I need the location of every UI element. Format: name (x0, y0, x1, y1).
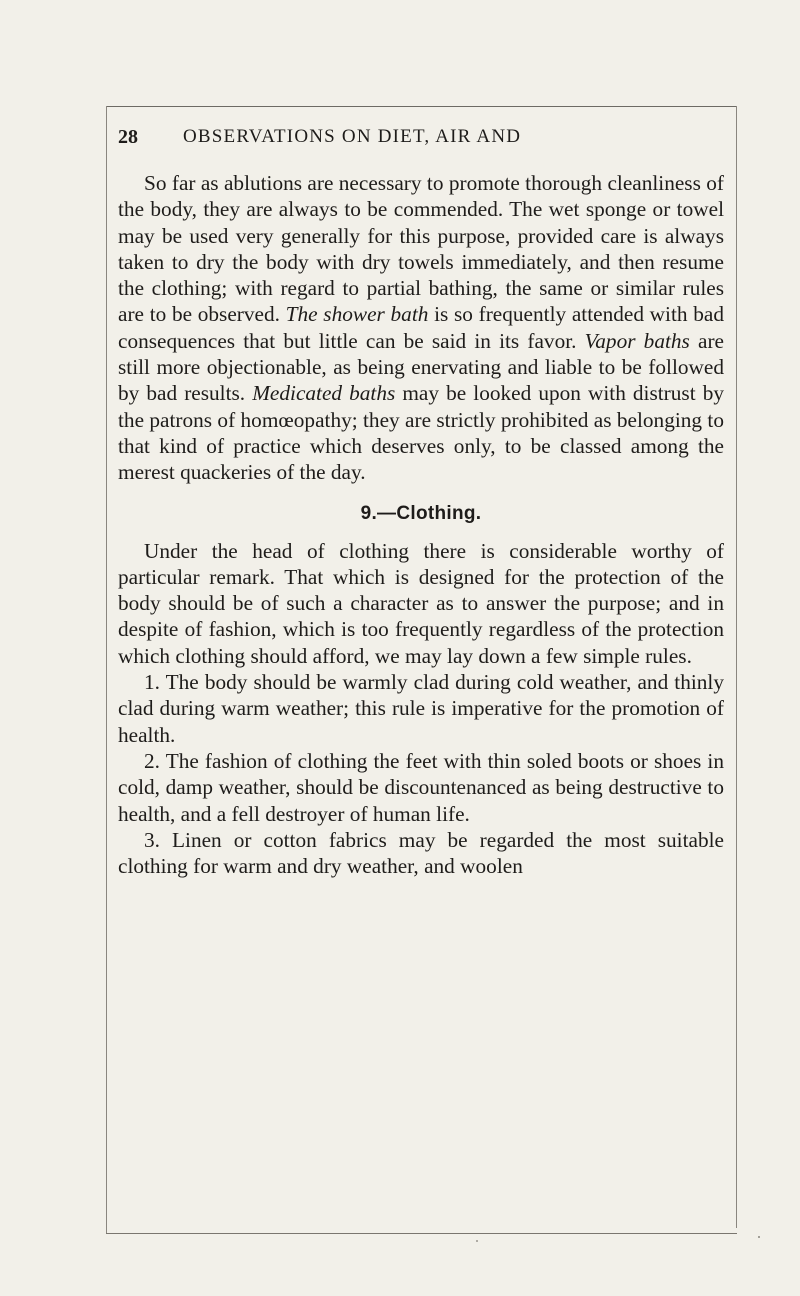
italic-term-medicated-baths: Medicated baths (252, 381, 396, 406)
running-head-title: OBSERVATIONS ON DIET, AIR AND (183, 126, 522, 147)
paragraph-ablutions (118, 170, 724, 486)
page-border-right (736, 106, 737, 1228)
italic-term-shower-bath: The shower bath (285, 302, 429, 327)
page-border-bottom (106, 1233, 737, 1234)
page-number: 28 (118, 126, 138, 148)
running-head (118, 126, 718, 152)
page-border-top (106, 106, 737, 107)
italic-term-vapor-baths: Vapor baths (584, 328, 690, 353)
paragraph-text: may be looked upon with distrust by the patrons of homœopathy; they are strictly prohibited as belonging to that kind of practice which deserves only, to be classed among the merest quackeries of the day. (118, 381, 724, 485)
section-heading-clothing: 9.—Clothing. (360, 502, 482, 524)
paragraph-text: are still more objectionable, as being enervating and liable to be followed by bad results. (118, 328, 724, 406)
paragraph-rule-1: 1. The body should be warmly clad during cold weather, and thinly clad during warm weather; this rule is imperative for the promotion of health. (118, 670, 724, 747)
paragraph-clothing-intro: Under the head of clothing there is considerable worthy of particular remark. That which is designed for the protection of the body should be of such a character as to answer the purpose; and in despite of fashion, which is too frequently regardless of the protection which clothing should afford, we may lay down a few simple rules. (118, 538, 724, 668)
print-speck (476, 1240, 478, 1242)
paragraph-text: is so frequently attended with bad consequences that but little can be said in its favor. (118, 302, 724, 353)
paragraph-rule-3: 3. Linen or cotton fabrics may be regarded the most suitable clothing for warm and dry weather, and woolen (118, 827, 724, 879)
print-speck (758, 1236, 760, 1238)
page-border-left (106, 106, 107, 1233)
paragraph-text: So far as ablutions are necessary to promote thorough cleanliness of the body, they are always to be commended. The wet sponge or towel may be used very generally for this purpose, provided care is always taken to dry the body with dry towels immediately, and then resume the clothing; with regard to partial bathing, the same or similar rules are to be observed. (118, 171, 724, 327)
paragraph-rule-2: 2. The fashion of clothing the feet with thin soled boots or shoes in cold, damp weather, should be discountenanced as being destructive to health, and a fell destroyer of human life. (118, 748, 724, 826)
body-text (118, 170, 724, 879)
